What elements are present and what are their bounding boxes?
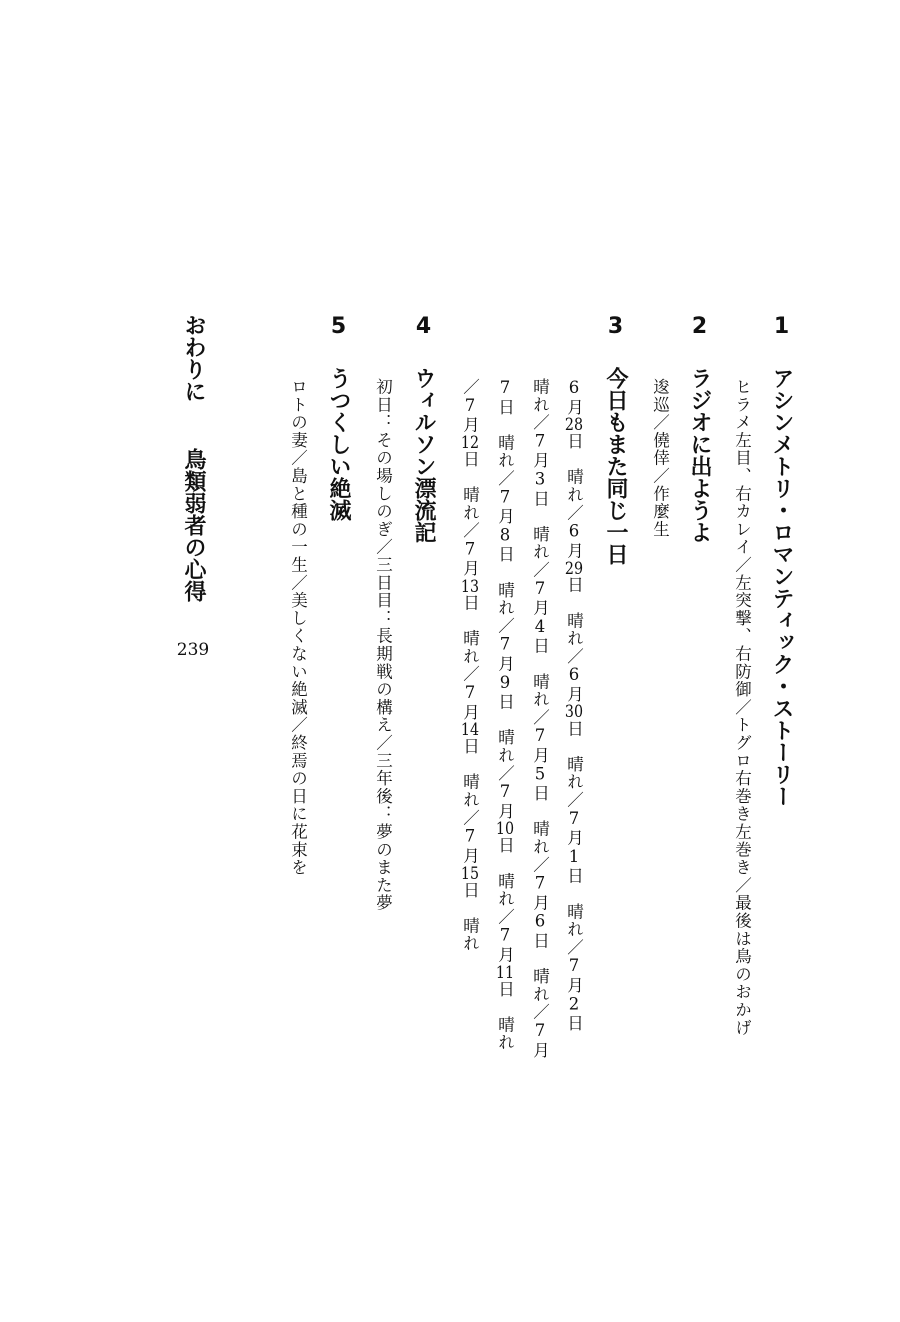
chapter-5-number: 5 bbox=[326, 314, 351, 339]
chapter-4-heading bbox=[412, 314, 434, 543]
afterword-heading bbox=[182, 314, 204, 602]
chapter-3-title: 今日もまた同じ一日 bbox=[603, 367, 628, 565]
chapter-1-number: 1 bbox=[769, 314, 794, 339]
chapter-3-sections-line-3: 7日 晴れ／7月8日 晴れ／7月9日 晴れ／7月10日 晴れ／7月11日 晴れ bbox=[495, 378, 515, 1052]
chapter-3-sections-line-2: 晴れ／7月3日 晴れ／7月4日 晴れ／7月5日 晴れ／7月6日 晴れ／7月 bbox=[530, 378, 550, 1060]
chapter-2-number: 2 bbox=[687, 314, 712, 339]
afterword-title: 鳥類弱者の心得 bbox=[181, 448, 206, 602]
chapter-5-title: うつくしい絶滅 bbox=[326, 367, 351, 521]
chapter-3-number: 3 bbox=[603, 314, 628, 339]
chapter-4-number: 4 bbox=[411, 314, 436, 339]
afterword-label: おわりに bbox=[181, 314, 206, 402]
chapter-2-sections: 逡巡／僥倖／作麼生 bbox=[650, 378, 670, 539]
chapter-5-heading bbox=[327, 314, 349, 521]
chapter-5-sections: ロトの妻／島と種の一生／美しくない絶滅／終焉の日に花束を bbox=[288, 378, 308, 877]
chapter-4-sections: 初日：その場しのぎ／三日目：長期戦の構え／三年後：夢のまた夢 bbox=[373, 378, 393, 912]
chapter-2-heading bbox=[688, 314, 710, 543]
chapter-2-title: ラジオに出ようよ bbox=[687, 367, 712, 543]
chapter-1-heading bbox=[770, 314, 792, 807]
chapter-3-sections-line-4: ／7月12日 晴れ／7月13日 晴れ／7月14日 晴れ／7月15日 晴れ bbox=[460, 378, 480, 953]
chapter-4-title: ウィルソン漂流記 bbox=[411, 367, 436, 543]
chapter-1-title: アシンメトリ・ロマンティック・ストーリー bbox=[769, 367, 794, 807]
chapter-3-heading bbox=[604, 314, 626, 565]
chapter-1-sections: ヒラメ左目、右カレイ／左突撃、右防御／トグロ右巻き左巻き／最後は鳥のおかげ bbox=[732, 378, 752, 1037]
afterword-page-number: 239 bbox=[176, 640, 210, 660]
chapter-3-sections-line-1: 6月28日 晴れ／6月29日 晴れ／6月30日 晴れ／7月1日 晴れ／7月2日 bbox=[564, 378, 584, 1033]
